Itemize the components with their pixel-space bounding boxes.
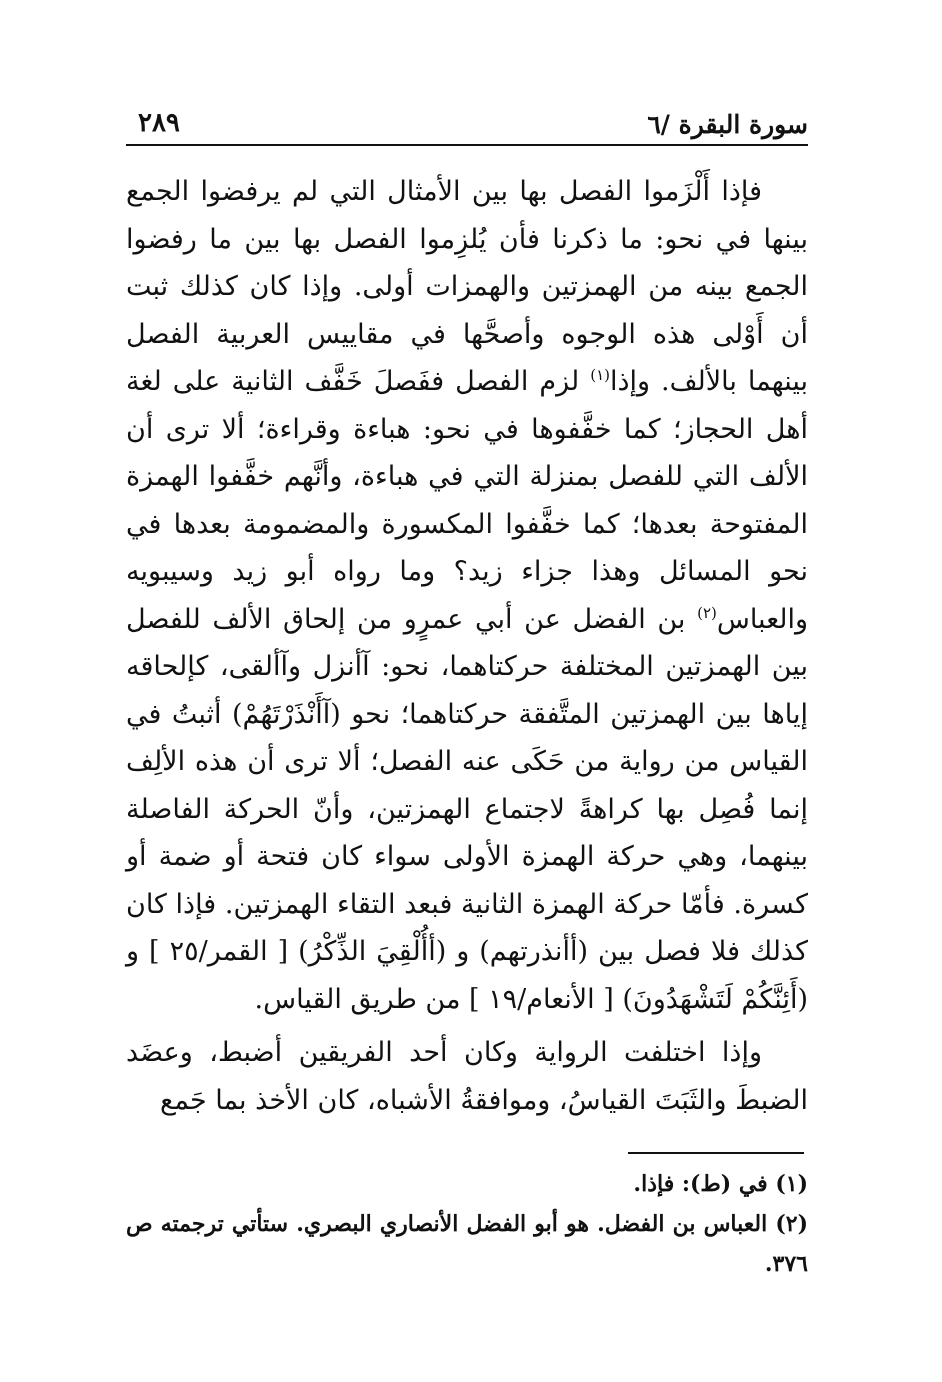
- paragraph-text: لزم الفصل ففَصلَ خَفَّف الثانية على لغة أهل الحجاز؛ كما خفَّفوها في نحو: هباءة وقراءة؛ ألا ترى أن الألف التي للفصل بمنزلة التي في هباءة، وأنَّهم خفَّفوا الهمزة المفتوحة بعدها؛ كما خفَّفوا المكسورة والمضمومة بعدها في نحو المسائل وهذا جزاء زيد؟ وما رواه أبو زيد وسيبويه والعباس: [126, 366, 808, 635]
- footnote-reference: (١): [590, 366, 610, 384]
- paragraph-text: وإذا اختلفت الرواية وكان أحد الفريقين أضبط، وعضَد الضبطَ والثَبَتَ القياسُ، وموافقةُ الأشباه، كان الأخذ بما جَمع: [126, 1037, 808, 1116]
- running-head: سورة البقرة /٦: [647, 110, 808, 139]
- footnotes: [126, 1164, 808, 1284]
- paragraph-text: فإذا أَلْزَموا الفصل بها بين الأمثال التي لم يرفضوا الجمع بينها في نحو: ما ذكرنا فأن يُلزِموا الفصل بها بين ما رفضوا الجمع بينه من الهمزتين والهمزات أولى. وإذا كان كذلك ثبت أن أَوْلى هذه الوجوه وأصحَّها في مقاييس العربية الفصل بينهما بالألف. وإذا: [126, 176, 808, 397]
- footnote: (١) في (ط): فإذا.: [633, 1171, 808, 1197]
- footnote: (٢) العباس بن الفضل. هو أبو الفضل الأنصاري البصري. ستأتي ترجمته ص ٣٧٦.: [126, 1211, 808, 1277]
- paragraph: [126, 168, 808, 1023]
- body-text: [126, 168, 808, 1124]
- page-number: ٢٨٩: [138, 108, 180, 138]
- paragraph: [126, 1029, 808, 1124]
- footnote-divider: [628, 1152, 804, 1154]
- page-header: [126, 104, 808, 146]
- footnote-reference: (٢): [697, 603, 717, 622]
- paragraph-text: بن الفضل عن أبي عمرٍو من إلحاق الألف للفصل بين الهمزتين المختلفة حركتاهما، نحو: آأنزل وآألقى، كإلحاقه إياها بين الهمزتين المتَّفقة حركتاهما؛ نحو (آأَنْذَرْتَهُمْ) أثبتُ في القياس من رواية من حَكَى عنه الفصل؛ ألا ترى أن هذه الألِف إنما فُصِل بها كراهةً لاجتماع الهمزتين، وأنّ الحركة الفاصلة بينهما، وهي حركة الهمزة الأولى سواء كان فتحة أو ضمة أو كسرة. فأمّا حركة الهمزة الثانية فبعد التقاء الهمزتين. فإذا كان كذلك فلا فصل بين (أأنذرتهم) و (أأُلْقِيَ الذِّكْرُ) [ القمر/٢٥ ] و (أَئِنَّكُمْ لَتَشْهَدُونَ) [ الأنعام/١٩ ] من طريق القياس.: [126, 603, 808, 1015]
